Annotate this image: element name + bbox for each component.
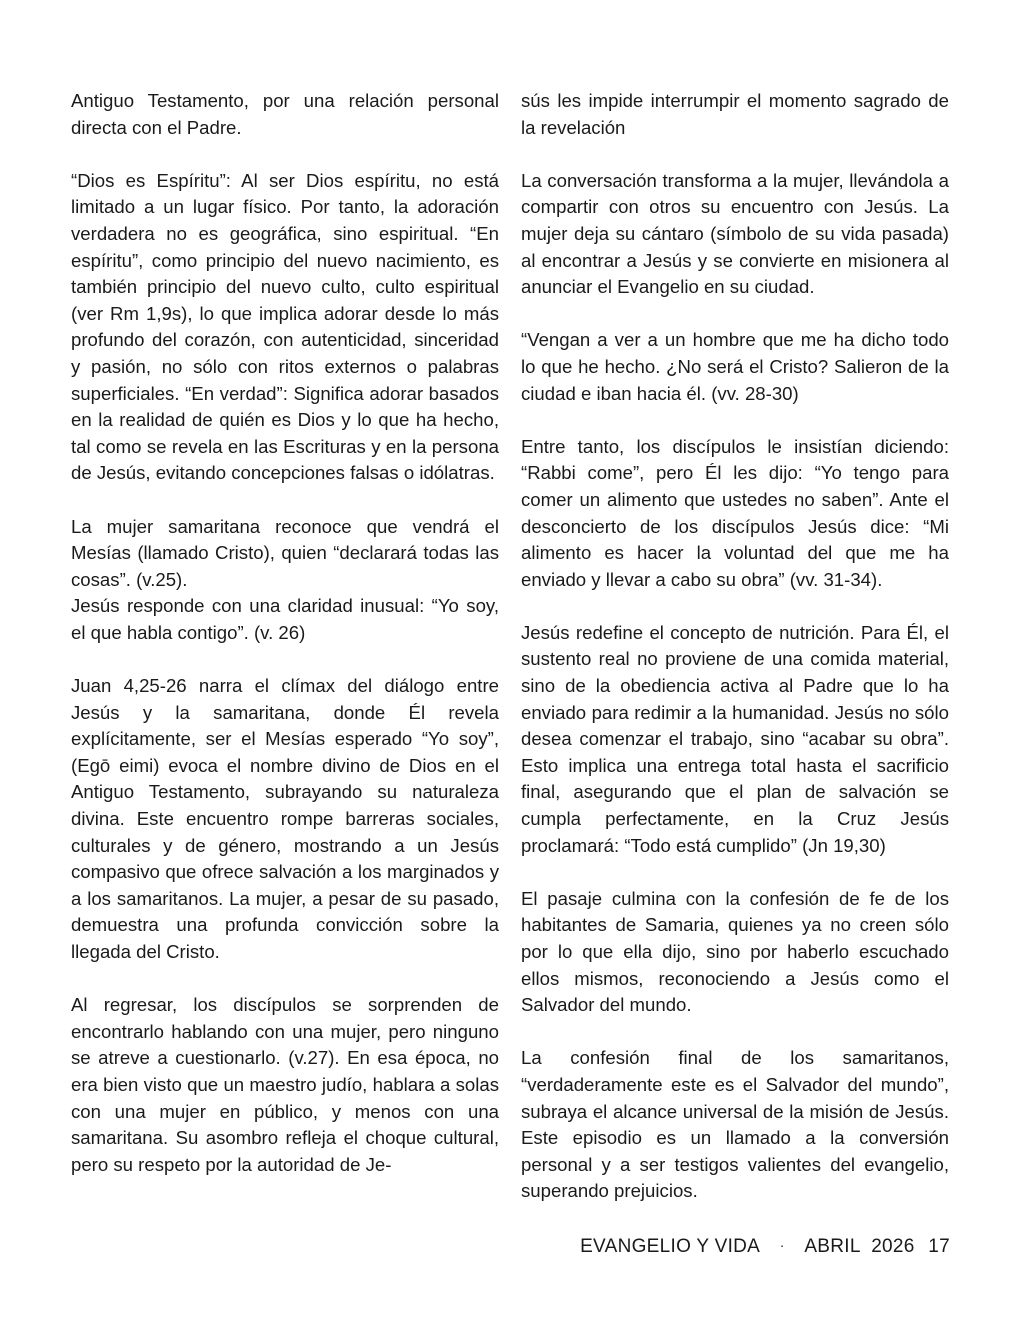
paragraph: Entre tanto, los discípulos le insistían diciendo: “Rabbi come”, pero Él les dijo: “Yo tengo para comer un alimento que ustedes no saben”. Ante el desconcierto de los discípulos Jesús dice: “Mi alimento es hacer la voluntad del que me ha enviado y llevar a cabo su obra” (vv. 31-34). xyxy=(521,435,949,590)
left-text-column xyxy=(71,88,499,1205)
right-text-column xyxy=(521,88,949,1232)
paragraph: “Vengan a ver a un hombre que me ha dicho todo lo que he hecho. ¿No será el Cristo? Salieron de la ciudad e iban hacia él. (vv. 28-30) xyxy=(521,329,949,404)
paragraph: La conversación transforma a la mujer, llevándola a compartir con otros su encuentro con Jesús. La mujer deja su cántaro (símbolo de su vida pasada) al encontrar a Jesús y se convierte en misionera al anunciar el Evangelio en su ciudad. xyxy=(521,169,949,298)
paragraph: Al regresar, los discípulos se sorprenden de encontrarlo hablando con una mujer, pero ninguno se atreve a cuestionarlo. (v.27). En esa época, no era bien visto que un maestro judío, hablara a solas con una mujer en público, y menos con una samaritana. Su asombro refleja el choque cultural, pero su respeto por la autoridad de Je- xyxy=(71,994,499,1175)
paragraph: El pasaje culmina con la confesión de fe de los habitantes de Samaria, quienes ya no creen sólo por lo que ella dijo, sino por haberlo escuchado ellos mismos, reconociendo a Jesús como el Salvador del mundo. xyxy=(521,887,949,1016)
paragraph: Jesús responde con una claridad inusual: “Yo soy, el que habla contigo”. (v. 26) xyxy=(71,595,499,643)
paragraph: La mujer samaritana reconoce que vendrá el Mesías (llamado Cristo), quien “declarará todas las cosas”. (v.25). xyxy=(71,515,499,590)
footer-separator: · xyxy=(779,1237,785,1253)
page-footer xyxy=(580,1236,950,1258)
publication-name: EVANGELIO Y VIDA xyxy=(580,1236,761,1257)
paragraph: Antiguo Testamento, por una relación personal directa con el Padre. xyxy=(71,90,499,138)
page-number: 17 xyxy=(928,1236,950,1257)
paragraph: Jesús redefine el concepto de nutrición. Para Él, el sustento real no proviene de una comida material, sino de la obediencia activa al Padre que lo ha enviado para redimir a la humanidad. Jesús no sólo desea comenzar el trabajo, sino “acabar su obra”. Esto implica una entrega total hasta el sacrificio final, asegurando que el plan de salvación se cumpla perfectamente, en la Cruz Jesús proclamará: “Todo está cumplido” (Jn 19,30) xyxy=(521,621,949,856)
paragraph: Juan 4,25-26 narra el clímax del diálogo entre Jesús y la samaritana, donde Él revela explícitamente, ser el Mesías esperado “Yo soy”, (Egō eimi) evoca el nombre divino de Dios en el Antiguo Testamento, subrayando su naturaleza divina. Este encuentro rompe barreras sociales, culturales y de género, mostrando a un Jesús compasivo que ofrece salvación a los marginados y a los samaritanos. La mujer, a pesar de su pasado, demuestra una profunda convicción sobre la llegada del Cristo. xyxy=(71,675,499,962)
paragraph: “Dios es Espíritu”: Al ser Dios espíritu, no está limitado a un lugar físico. Por tanto, la adoración verdadera no es geográfica, sino espiritual. “En espíritu”, como principio del nuevo nacimiento, es también principio del nuevo culto, culto espiritual (ver Rm 1,9s), lo que implica adorar desde lo más profundo del corazón, con autenticidad, sinceridad y pasión, no sólo con ritos externos o palabras superficiales. “En verdad”: Significa adorar basados en la realidad de quién es Dios y lo que ha hecho, tal como se revela en las Escrituras y en la persona de Jesús, evitando concepciones falsas o idólatras. xyxy=(71,169,499,484)
issue-date: ABRIL 2026 xyxy=(804,1236,915,1257)
paragraph: sús les impide interrumpir el momento sagrado de la revelación xyxy=(521,90,949,138)
paragraph: La confesión final de los samaritanos, “verdaderamente este es el Salvador del mundo”, subraya el alcance universal de la misión de Jesús. Este episodio es un llamado a la conversión personal y a ser testigos valientes del evangelio, superando prejuicios. xyxy=(521,1047,949,1202)
